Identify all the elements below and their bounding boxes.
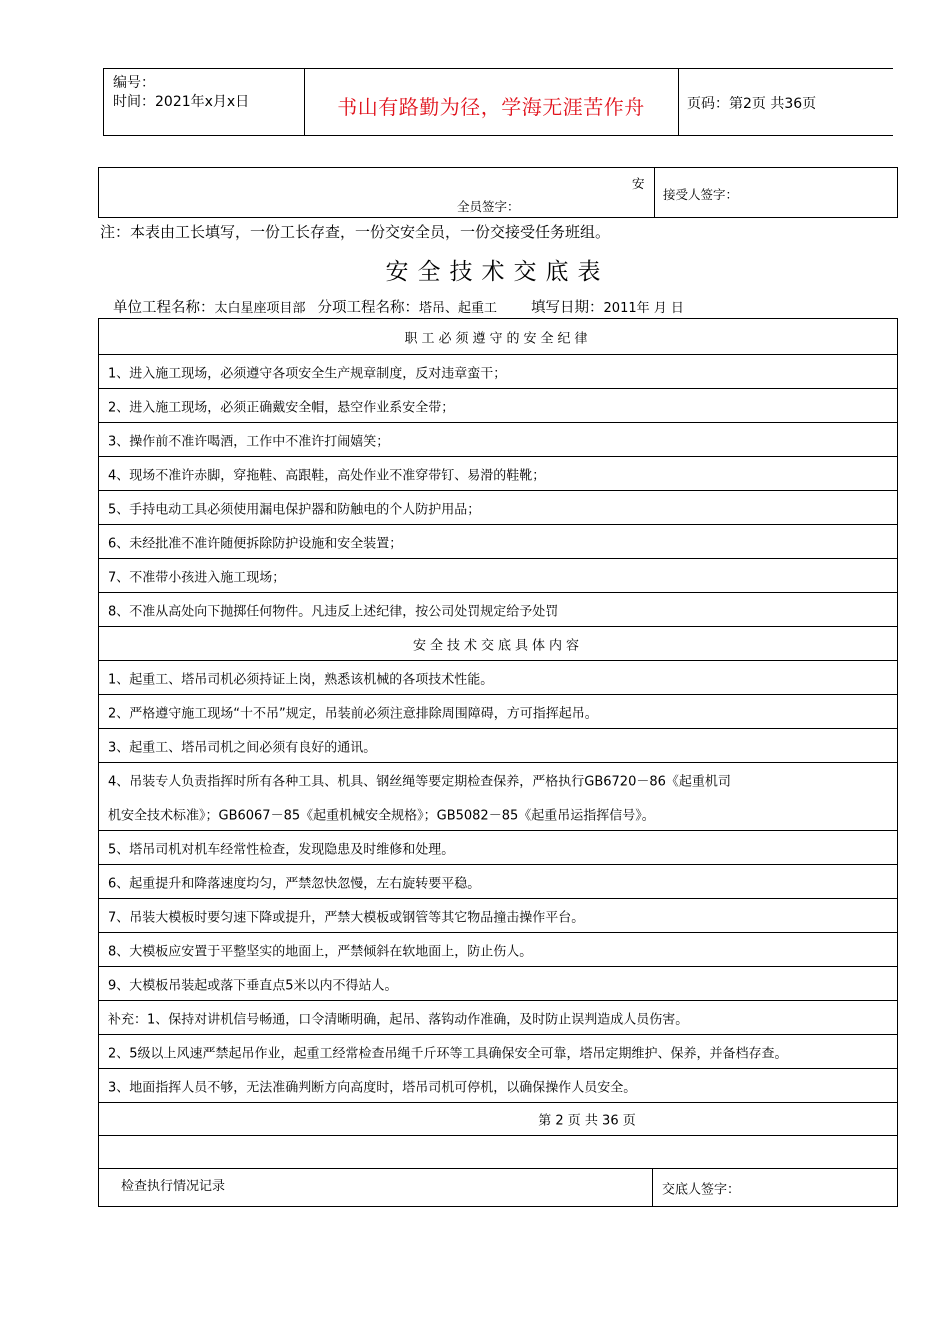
discipline-item: 8、不准从高处向下抛掷任何物件。凡违反上述纪律，按公司处罚规定给予处罚 (108, 604, 559, 619)
content-item: 8、大模板应安置于平整坚实的地面上，严禁倾斜在软地面上，防止伤人。 (108, 944, 533, 959)
table-row (99, 389, 897, 423)
table-row (99, 831, 897, 865)
footer-divider (652, 1169, 653, 1206)
handover-signature-label: 交底人签字： (662, 1182, 741, 1197)
empty-row (99, 1136, 897, 1169)
table-row (99, 423, 897, 457)
content-item: 4、吊装专人负责指挥时所有各种工具、机具、钢丝绳等要定期检查保养，严格执行GB6720－86《起重机司 (108, 774, 731, 790)
table-row (99, 967, 897, 1001)
table-row (99, 559, 897, 593)
content-item: 补充：1、保持对讲机信号畅通，口令清晰明确，起吊、落钩动作准确，及时防止误判造成人员伤害。 (108, 1012, 689, 1027)
check-record-label: 检查执行情况记录 (121, 1179, 226, 1194)
table-section-heading (99, 319, 897, 355)
date-value: 2011年 月 日 (603, 301, 684, 316)
discipline-item: 4、现场不准许赤脚，穿拖鞋、高跟鞋，高处作业不准穿带钉、易滑的鞋靴； (108, 468, 546, 483)
page-title: 安全技术交底表 (385, 259, 610, 285)
page-header (103, 68, 893, 136)
safety-briefing-table (98, 318, 898, 1207)
signature-box-top (98, 167, 898, 218)
content-item: 3、起重工、塔吊司机之间必须有良好的通讯。 (108, 740, 377, 755)
content-heading: 安全技术交底具体内容 (412, 638, 583, 653)
content-item: 5、塔吊司机对机车经常性检查，发现隐患及时维修和处理。 (108, 842, 455, 857)
discipline-item: 5、手持电动工具必须使用漏电保护器和防触电的个人防护用品； (108, 502, 481, 517)
sub-project-label: 分项工程名称： (317, 300, 420, 316)
table-row (99, 1069, 897, 1103)
content-item: 1、起重工、塔吊司机必须持证上岗，熟悉该机械的各项技术性能。 (108, 672, 494, 687)
table-row (99, 933, 897, 967)
table-row (99, 355, 897, 389)
discipline-heading: 职工必须遵守的安全纪律 (404, 331, 592, 346)
table-row (99, 729, 897, 763)
table-row (99, 1035, 897, 1069)
unit-label: 单位工程名称： (113, 300, 215, 316)
header-page-cell (678, 69, 892, 135)
form-note: 注：本表由工长填写，一份工长存查，一份交安全员，一份交接受任务班组。 (100, 223, 611, 241)
table-row (99, 491, 897, 525)
content-item: 2、严格遵守施工现场“十不吊”规定，吊装前必须注意排除周围障碍，方可指挥起吊。 (108, 706, 598, 721)
header-meta-cell (104, 69, 305, 135)
table-row (99, 797, 897, 831)
document-number-label: 编号： (113, 75, 155, 91)
page-number-row (99, 1103, 897, 1136)
table-row (99, 457, 897, 491)
document-time: 时间：2021年x月x日 (113, 94, 250, 110)
footer-signature-row (99, 1169, 897, 1207)
table-row (99, 899, 897, 933)
table-row (99, 525, 897, 559)
content-item: 6、起重提升和降落速度均匀，严禁忽快忽慢，左右旋转要平稳。 (108, 876, 481, 891)
discipline-item: 3、操作前不准许喝酒，工作中不准许打闹嬉笑； (108, 434, 390, 449)
table-row (99, 661, 897, 695)
content-item: 3、地面指挥人员不够，无法准确判断方向高度时，塔吊司机可停机，以确保操作人员安全。 (108, 1080, 637, 1095)
discipline-item: 6、未经批准不准许随便拆除防护设施和安全装置； (108, 536, 403, 551)
receiver-signature-cell (654, 168, 898, 217)
table-row (99, 763, 897, 797)
content-item: 9、大模板吊装起或落下垂直点5米以内不得站人。 (108, 978, 398, 993)
content-item: 机安全技术标准》；GB6067－85《起重机械安全规格》；GB5082－85《起重吊运指挥信号》。 (108, 808, 655, 823)
table-row (99, 695, 897, 729)
discipline-item: 1、进入施工现场，必须遵守各项安全生产规章制度，反对违章蛮干； (108, 366, 507, 381)
table-row (99, 593, 897, 627)
page-number: 第 2 页 共 36 页 (538, 1113, 636, 1129)
table-section-heading (99, 627, 897, 661)
safety-officer-label-part1: 安 (632, 176, 645, 191)
receiver-signature-label: 接受人签字： (663, 187, 739, 202)
table-row (99, 865, 897, 899)
header-page-info: 页码：第2页 共36页 (687, 96, 817, 112)
table-row (99, 1001, 897, 1035)
content-item: 7、吊装大模板时要匀速下降或提升，严禁大模板或钢管等其它物品撞击操作平台。 (108, 910, 585, 925)
header-motto: 书山有路勤为径，学海无涯苦作舟 (337, 95, 645, 119)
unit-value: 太白星座项目部 (214, 301, 306, 316)
safety-officer-label-part2: 全员签字： (457, 199, 520, 214)
discipline-item: 2、进入施工现场，必须正确戴安全帽，悬空作业系安全带； (108, 400, 455, 415)
date-label: 填写日期： (531, 300, 604, 316)
project-meta-line (113, 296, 684, 317)
header-motto-cell (304, 69, 679, 135)
discipline-item: 7、不准带小孩进入施工现场； (108, 570, 286, 585)
content-item: 2、5级以上风速严禁起吊作业，起重工经常检查吊绳千斤环等工具确保安全可靠，塔吊定期维护、保养，并备档存查。 (108, 1046, 788, 1061)
sub-project-value: 塔吊、起重工 (419, 301, 498, 316)
